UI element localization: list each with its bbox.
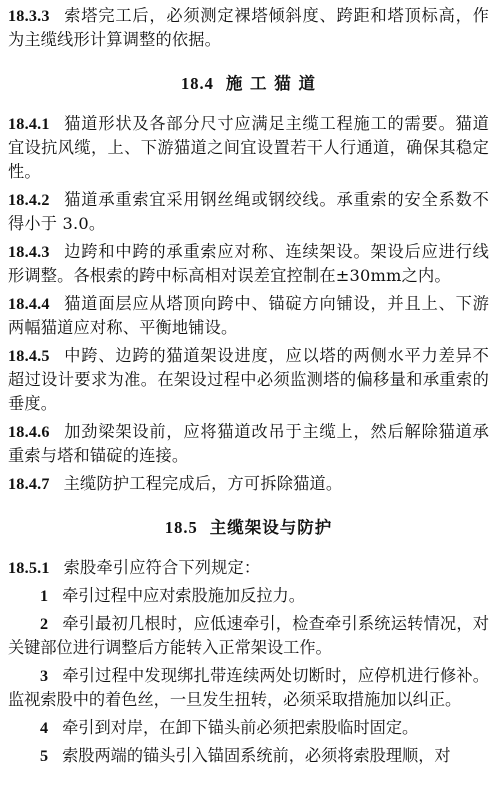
clause-number: 18.4.5	[8, 347, 50, 365]
list-item	[8, 664, 489, 712]
clause-text: 索股牵引应符合下列规定：	[63, 558, 261, 577]
clause-18-3-3	[8, 4, 489, 52]
clause-text: 主缆防护工程完成后，方可拆除猫道。	[63, 474, 343, 493]
clause-18-4-5	[8, 344, 489, 416]
item-text: 牵引到对岸，在卸下锚头前必须把索股临时固定。	[62, 718, 419, 737]
list-item	[8, 612, 489, 660]
section-title: 施 工 猫 道	[225, 74, 317, 93]
clause-text: 猫道形状及各部分尺寸应满足主缆工程施工的需要。猫道宜设抗风缆，上、下游猫道之间宜设置若干人行通道，确保其稳定性。	[8, 114, 489, 181]
clause-number: 18.3.3	[8, 7, 50, 25]
clause-number: 18.4.2	[8, 191, 50, 209]
item-text: 牵引过程中发现绑扎带连续两处切断时，应停机进行修补。监视索股中的着色丝，一旦发生扭转，必须采取措施加以纠正。	[8, 666, 489, 709]
clause-18-4-6	[8, 420, 489, 468]
item-number: 1	[40, 587, 49, 605]
clause-text: 边跨和中跨的承重索应对称、连续架设。架设后应进行线形调整。各根索的跨中标高相对误差宜控制在±30mm之内。	[8, 242, 489, 285]
section-heading-18-4	[8, 70, 489, 94]
section-title: 主缆架设与防护	[209, 518, 333, 537]
item-number: 5	[40, 747, 49, 765]
clause-text: 中跨、边跨的猫道架设进度，应以塔的两侧水平力差异不超过设计要求为准。在架设过程中必须监测塔的偏移量和承重索的垂度。	[8, 346, 489, 413]
section-number: 18.4	[180, 74, 214, 93]
section-number: 18.5	[164, 518, 198, 537]
clause-number: 18.4.6	[8, 423, 50, 441]
clause-18-4-7	[8, 472, 489, 496]
item-text: 牵引过程中应对索股施加反拉力。	[62, 586, 305, 605]
clause-18-5-1	[8, 556, 489, 580]
item-number: 4	[40, 719, 49, 737]
clause-18-4-4	[8, 292, 489, 340]
section-heading-18-5	[8, 514, 489, 538]
clause-text: 加劲梁架设前，应将猫道改吊于主缆上，然后解除猫道承重索与塔和锚碇的连接。	[8, 422, 489, 465]
clause-number: 18.5.1	[8, 559, 50, 577]
clause-18-4-3	[8, 240, 489, 288]
clause-number: 18.4.4	[8, 295, 50, 313]
clause-text: 索塔完工后，必须测定裸塔倾斜度、跨距和塔顶标高，作为主缆线形计算调整的依据。	[8, 6, 489, 49]
list-item	[8, 744, 489, 768]
item-number: 2	[40, 615, 49, 633]
item-number: 3	[40, 667, 49, 685]
clause-number: 18.4.1	[8, 115, 50, 133]
clause-text: 猫道面层应从塔顶向跨中、锚碇方向铺设，并且上、下游两幅猫道应对称、平衡地铺设。	[8, 294, 489, 337]
item-text: 牵引最初几根时，应低速牵引，检查牵引系统运转情况，对关键部位进行调整后方能转入正常架设工作。	[8, 614, 489, 657]
clause-number: 18.4.3	[8, 243, 50, 261]
clause-number: 18.4.7	[8, 475, 50, 493]
clause-18-4-2	[8, 188, 489, 236]
item-text: 索股两端的锚头引入锚固系统前，必须将索股理顺，对	[62, 746, 451, 765]
list-item	[8, 716, 489, 740]
clause-text: 猫道承重索宜采用钢丝绳或钢绞线。承重索的安全系数不得小于 3.0。	[8, 190, 489, 233]
clause-18-4-1	[8, 112, 489, 184]
list-item	[8, 584, 489, 608]
